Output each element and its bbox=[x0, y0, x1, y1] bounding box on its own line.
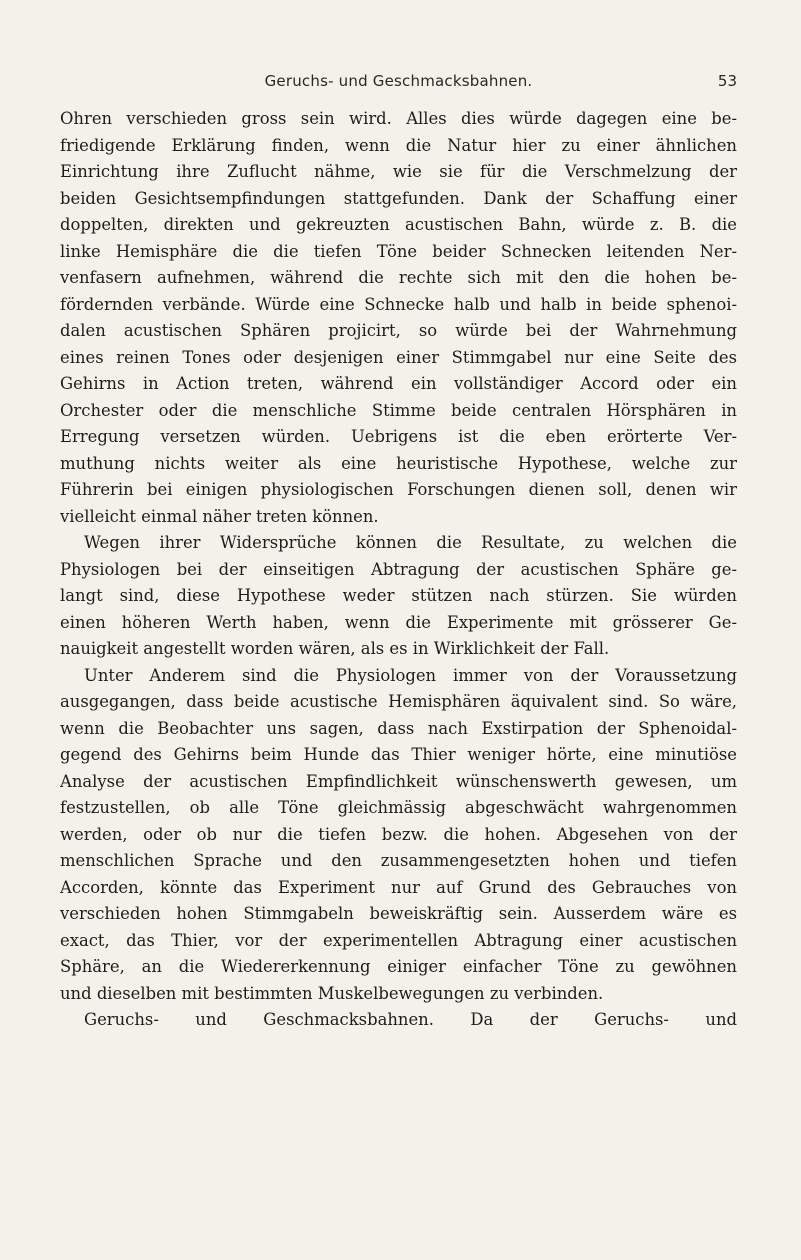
text-line: nauigkeit angestellt worden wären, als es in Wirklichkeit der Fall. bbox=[60, 639, 610, 658]
text-line: werden, oder ob nur die tiefen bezw. die hohen. Abgesehen von der bbox=[60, 824, 737, 844]
text-line: Geruchs- und Geschmacksbahnen. Da der Geruchs- und bbox=[84, 1010, 737, 1029]
text-line: linke Hemisphäre die die tiefen Töne beider Schnecken leitenden Ner- bbox=[60, 241, 737, 261]
text-line: eines reinen Tones oder desjenigen einer Stimmgabel nur eine Seite des bbox=[60, 347, 737, 367]
text-line: verschieden hohen Stimmgabeln beweiskräftig sein. Ausserdem wäre es bbox=[60, 904, 737, 923]
text-line: Führerin bei einigen physiologischen Forschungen dienen soll, denen wir bbox=[60, 480, 737, 499]
running-head: Geruchs- und Geschmacksbahnen. bbox=[264, 72, 533, 90]
text-line: Einrichtung ihre Zuflucht nähme, wie sie für die Verschmelzung der bbox=[60, 162, 737, 181]
text-line: einen höheren Werth haben, wenn die Experimente mit grösserer Ge- bbox=[60, 612, 737, 632]
text-line: Erregung versetzen würden. Uebrigens ist die eben erörterte Ver- bbox=[60, 427, 737, 446]
text-line: Gehirns in Action treten, während ein vollständiger Accord oder ein bbox=[60, 374, 737, 393]
text-line: beiden Gesichtsempfindungen stattgefunden. Dank der Schaffung einer bbox=[60, 188, 737, 208]
text-line: venfasern aufnehmen, während die rechte sich mit den die hohen be- bbox=[60, 268, 737, 287]
text-line: festzustellen, ob alle Töne gleichmässig abgeschwächt wahrgenommen bbox=[60, 798, 737, 817]
text-line: ausgegangen, dass beide acustische Hemisphären äquivalent sind. So wäre, bbox=[60, 692, 737, 711]
page-header bbox=[60, 72, 737, 94]
text-line: friedigende Erklärung finden, wenn die Natur hier zu einer ähnlichen bbox=[60, 135, 737, 155]
text-line: Sphäre, an die Wiedererkennung einiger einfacher Töne zu gewöhnen bbox=[60, 957, 737, 976]
text-line: exact, das Thier, vor der experimentellen Abtragung einer acustischen bbox=[60, 930, 737, 950]
text-line: fördernden verbände. Würde eine Schnecke halb und halb in beide sphenoi- bbox=[60, 294, 737, 314]
text-line: muthung nichts weiter als eine heuristische Hypothese, welche zur bbox=[60, 453, 737, 473]
text-line: menschlichen Sprache und den zusammengesetzten hohen und tiefen bbox=[60, 851, 737, 870]
text-line: Accorden, könnte das Experiment nur auf Grund des Gebrauches von bbox=[60, 877, 737, 897]
text-line: und dieselben mit bestimmten Muskelbewegungen zu verbinden. bbox=[60, 983, 604, 1003]
text-line: dalen acustischen Sphären projicirt, so würde bei der Wahrnehmung bbox=[60, 321, 737, 340]
text-line: Analyse der acustischen Empfindlichkeit wünschenswerth gewesen, um bbox=[60, 771, 737, 791]
text-line: langt sind, diese Hypothese weder stützen nach stürzen. Sie würden bbox=[60, 586, 737, 605]
text-line: Wegen ihrer Widersprüche können die Resultate, zu welchen die bbox=[84, 533, 737, 552]
text-line: Orchester oder die menschliche Stimme beide centralen Hörsphären in bbox=[60, 400, 737, 420]
body-text bbox=[60, 106, 737, 1034]
text-line: vielleicht einmal näher treten können. bbox=[60, 506, 379, 526]
text-line: doppelten, direkten und gekreuzten acustischen Bahn, würde z. B. die bbox=[60, 215, 737, 234]
page-number: 53 bbox=[717, 72, 737, 90]
text-line: Unter Anderem sind die Physiologen immer von der Voraussetzung bbox=[84, 665, 737, 685]
text-line: Physiologen bei der einseitigen Abtragung der acustischen Sphäre ge- bbox=[60, 559, 737, 579]
text-line: gegend des Gehirns beim Hunde das Thier weniger hörte, eine minutiöse bbox=[60, 745, 737, 764]
text-line: wenn die Beobachter uns sagen, dass nach Exstirpation der Sphenoidal- bbox=[60, 718, 737, 738]
text-line: Ohren verschieden gross sein wird. Alles dies würde dagegen eine be- bbox=[60, 109, 737, 128]
